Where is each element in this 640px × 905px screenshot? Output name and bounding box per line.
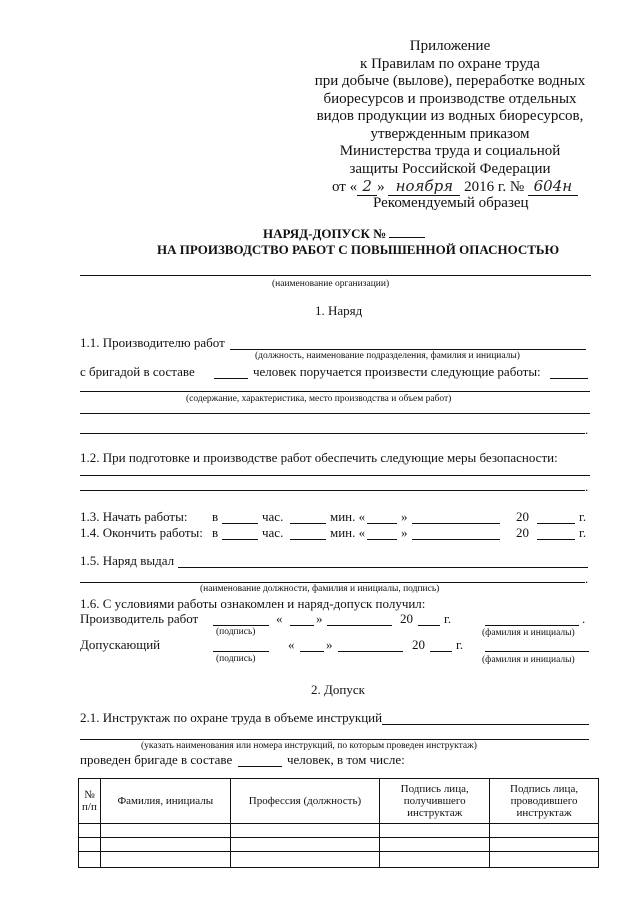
recommended-sample: Рекомендуемый образец (373, 195, 529, 211)
period: . (585, 479, 589, 494)
table-cell[interactable] (230, 852, 380, 868)
table-cell[interactable] (380, 824, 490, 838)
year-suffix: г. (579, 525, 587, 540)
producer-position-field[interactable] (230, 349, 586, 350)
start-day-field[interactable] (367, 523, 397, 524)
appendix-line: Министерства труда и социальной (339, 143, 561, 159)
table-cell[interactable] (230, 838, 380, 852)
table-cell[interactable] (490, 824, 599, 838)
admitting-year-field[interactable] (430, 651, 452, 652)
works-field-line[interactable] (80, 433, 585, 434)
name-caption: (фамилия и инициалы) (482, 655, 575, 665)
start-year-field[interactable] (537, 523, 575, 524)
name-caption: (фамилия и инициалы) (482, 628, 575, 638)
brigade2-text-a: проведен бригаде в составе (80, 752, 233, 767)
table-cell[interactable] (380, 838, 490, 852)
appendix-line: к Правилам по охране труда (360, 55, 540, 72)
minutes-label: мин. « (330, 525, 366, 540)
year-label: 20 (412, 637, 425, 652)
producer-signature-field[interactable] (213, 625, 269, 626)
quote-close: » (401, 525, 408, 540)
admitting-name-field[interactable] (485, 651, 589, 652)
p21-label: 2.1. Инструктаж по охране труда в объеме инструкций (80, 710, 383, 725)
section2-title: 2. Допуск (311, 682, 365, 697)
admitting-month-field[interactable] (338, 651, 403, 652)
p15-label: 1.5. Наряд выдал (80, 553, 175, 568)
admitting-day-field[interactable] (300, 651, 324, 652)
p15-caption: (наименование должности, фамилия и инициалы, подпись) (200, 584, 440, 594)
producer-label: Производитель работ (80, 611, 199, 626)
year-label: 20 (516, 525, 529, 540)
signature-caption: (подпись) (216, 627, 256, 637)
briefing-table (78, 778, 599, 868)
brigade2-text-b: человек, в том числе: (287, 752, 405, 767)
producer-year-field[interactable] (418, 625, 440, 626)
p21-caption: (указать наименования или номера инструкций, по которым проведен инструктаж) (141, 741, 477, 751)
start-month-field[interactable] (412, 523, 500, 524)
year-label: 20 (400, 611, 413, 626)
order-date-line: от « 2 » ноября 2016 г. № 604н (332, 177, 578, 196)
table-header-name: Фамилия, инициалы (100, 779, 230, 824)
table-cell[interactable] (100, 852, 230, 868)
period: . (582, 611, 586, 626)
appendix-line: видов продукции из водных биоресурсов, (316, 108, 584, 124)
order-day: 2 (357, 177, 377, 196)
appendix-line: Приложение (409, 38, 491, 54)
appendix-line: биоресурсов и производстве отдельных (323, 90, 577, 107)
quote-close: » (401, 509, 408, 524)
quote-close: » (316, 611, 323, 626)
table-row (79, 824, 599, 838)
year-label: 20 (516, 509, 529, 524)
brigade2-count-field[interactable] (238, 766, 282, 767)
table-cell[interactable] (79, 824, 101, 838)
year-suffix: г. (444, 611, 452, 626)
org-caption: (наименование организации) (272, 279, 390, 289)
year-suffix: г. (579, 509, 587, 524)
table-cell[interactable] (490, 852, 599, 868)
end-month-field[interactable] (412, 539, 500, 540)
work-caption: (содержание, характеристика, место производства и объем работ) (186, 394, 452, 404)
start-minute-field[interactable] (290, 523, 326, 524)
end-minute-field[interactable] (290, 539, 326, 540)
appendix-line: утвержденным приказом (370, 125, 530, 142)
order-number: 604н (528, 177, 578, 196)
table-header-instructor-signature: Подпись лица, проводившего инструктаж (490, 779, 599, 824)
p11-label: 1.1. Производителю работ (80, 335, 225, 350)
p12-label: 1.2. При подготовке и производстве работ обеспечить следующие меры безопасности: (80, 450, 558, 465)
issuer-field[interactable] (178, 567, 588, 568)
open-quote: « (276, 611, 283, 626)
works-field-start[interactable] (550, 378, 588, 379)
table-cell[interactable] (100, 838, 230, 852)
hours-label: час. (262, 509, 284, 524)
table-header-number: № п/п (79, 779, 101, 824)
producer-month-field[interactable] (327, 625, 392, 626)
table-header-row (79, 779, 599, 824)
form-number-field[interactable] (389, 237, 425, 238)
in-word: в (212, 509, 219, 524)
start-hour-field[interactable] (222, 523, 258, 524)
period: . (585, 422, 589, 437)
instructions-field[interactable] (80, 739, 589, 740)
open-quote: « (288, 637, 295, 652)
minutes-label: мин. « (330, 509, 366, 524)
table-header-profession: Профессия (должность) (230, 779, 380, 824)
appendix-line: защиты Российской Федерации (349, 160, 551, 177)
hours-label: час. (262, 525, 284, 540)
end-hour-field[interactable] (222, 539, 258, 540)
table-header-recipient-signature: Подпись лица, получившего инструктаж (380, 779, 490, 824)
brigade-text-a: с бригадой в составе (80, 364, 195, 379)
appendix-block (300, 38, 600, 178)
p14-label: 1.4. Окончить работы: (80, 525, 203, 540)
table-row (79, 838, 599, 852)
works-field-line[interactable] (80, 413, 590, 414)
table-cell[interactable] (100, 824, 230, 838)
brigade-text-b: человек поручается произвести следующие работы: (253, 364, 541, 379)
signature-caption: (подпись) (216, 654, 256, 664)
p11-caption: (должность, наименование подразделения, фамилия и инициалы) (255, 351, 520, 361)
table-cell[interactable] (79, 838, 101, 852)
instructions-field[interactable] (382, 724, 589, 725)
producer-name-field[interactable] (485, 625, 579, 626)
p13-label: 1.3. Начать работы: (80, 509, 188, 524)
admitting-signature-field[interactable] (213, 651, 269, 652)
in-word: в (212, 525, 219, 540)
table-cell[interactable] (79, 852, 101, 868)
safety-measures-field[interactable] (80, 475, 590, 476)
appendix-line: при добыче (вылове), переработке водных (314, 73, 586, 89)
safety-measures-field[interactable] (80, 490, 585, 491)
producer-day-field[interactable] (290, 625, 314, 626)
table-cell[interactable] (490, 838, 599, 852)
quote-close: » (326, 637, 333, 652)
brigade-count-field[interactable] (214, 378, 248, 379)
table-row (79, 852, 599, 868)
issuer-field[interactable] (80, 582, 585, 583)
end-year-field[interactable] (537, 539, 575, 540)
order-month: ноября (388, 177, 460, 196)
organization-name-field[interactable] (80, 275, 591, 276)
section1-title: 1. Наряд (315, 303, 363, 318)
end-day-field[interactable] (367, 539, 397, 540)
table-cell[interactable] (230, 824, 380, 838)
admitting-label: Допускающий (80, 637, 161, 652)
works-field-line[interactable] (80, 391, 590, 392)
form-title: НАРЯД-ДОПУСК № (263, 226, 425, 242)
period: . (585, 571, 589, 586)
table-cell[interactable] (380, 852, 490, 868)
p16-label: 1.6. С условиями работы ознакомлен и наряд-допуск получил: (80, 596, 426, 611)
year-suffix: г. (456, 637, 464, 652)
form-subtitle: НА ПРОИЗВОДСТВО РАБОТ С ПОВЫШЕННОЙ ОПАСНОСТЬЮ (157, 242, 560, 257)
